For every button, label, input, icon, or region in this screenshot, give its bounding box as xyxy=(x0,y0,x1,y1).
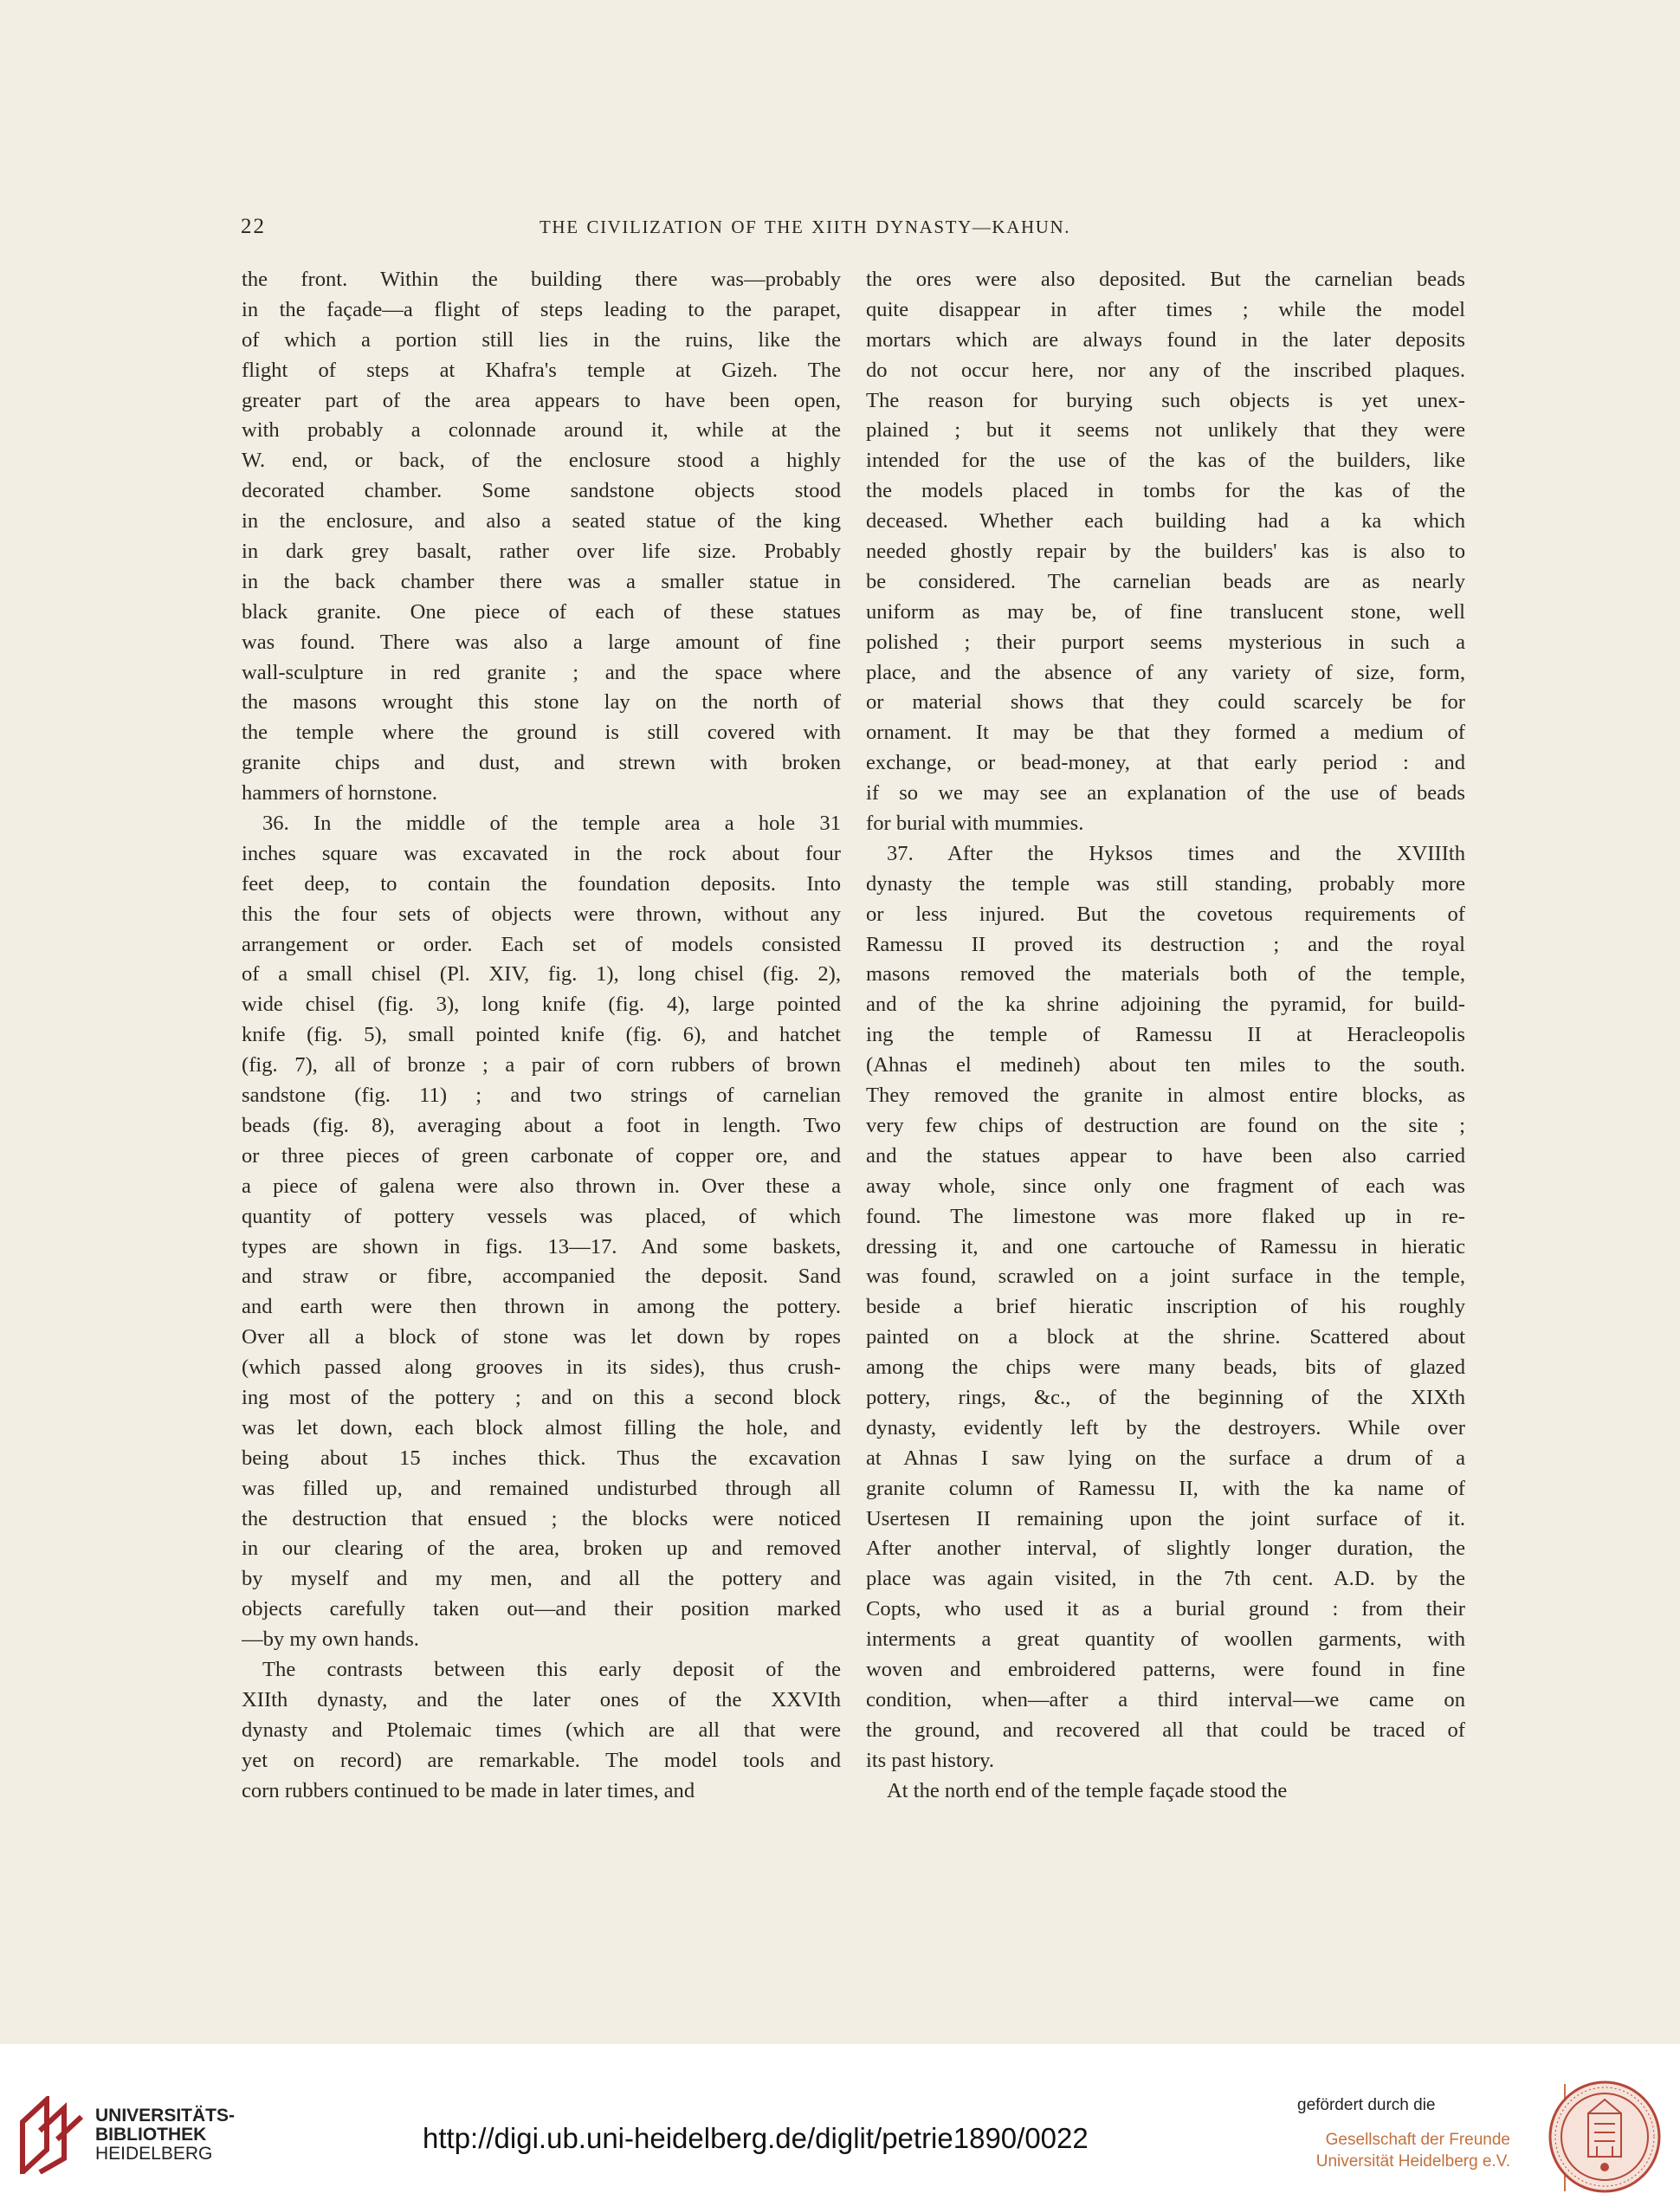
text-line: for burial with mummies. xyxy=(866,812,1084,836)
text-line: very few chips of destruction are found on the site ; xyxy=(866,1113,1465,1137)
running-head xyxy=(241,215,1458,249)
text-line: at Ahnas I saw lying on the surface a drum of a xyxy=(866,1446,1465,1470)
sponsor-name-line: Universität Heidelberg e.V. xyxy=(1315,2152,1510,2171)
text-line: quite disappear in after times ; while the model xyxy=(866,297,1465,321)
text-line: away whole, since only one fragment of each was xyxy=(866,1174,1465,1198)
text-line: black granite. One piece of each of these statues xyxy=(242,599,841,624)
permalink-url[interactable]: http://digi.ub.uni-heidelberg.de/diglit/petrie1890/0022 xyxy=(423,2122,1089,2154)
text-line: XIIth dynasty, and the later ones of the XXVIth xyxy=(242,1687,841,1711)
university-seal-icon[interactable] xyxy=(1547,2079,1663,2195)
text-line: condition, when—after a third interval—we came on xyxy=(866,1687,1465,1711)
digitization-footer xyxy=(0,2044,1680,2200)
text-line: its past history. xyxy=(866,1748,995,1772)
text-line: was let down, each block almost filling the hole, and xyxy=(242,1415,841,1440)
text-line: knife (fig. 5), small pointed knife (fig. 6), and hatchet xyxy=(242,1023,841,1047)
library-name-line: BIBLIOTHEK xyxy=(95,2125,207,2145)
text-line: sandstone (fig. 11) ; and two strings of carnelian xyxy=(242,1084,841,1108)
text-line: in the enclosure, and also a seated statue of the king xyxy=(242,509,841,534)
text-line: flight of steps at Khafra's temple at Gizeh. The xyxy=(242,358,841,382)
text-line: hammers of hornstone. xyxy=(242,781,438,806)
text-line: beside a brief hieratic inscription of his roughly xyxy=(866,1295,1465,1319)
page-number: 22 xyxy=(241,215,266,238)
text-line: place, and the absence of any variety of size, form, xyxy=(866,660,1465,684)
text-line: the ground, and recovered all that could be traced of xyxy=(866,1718,1465,1742)
text-line: feet deep, to contain the foundation deposits. Into xyxy=(242,871,841,896)
text-line: was filled up, and remained undisturbed through all xyxy=(242,1476,841,1500)
text-line: corn rubbers continued to be made in later times, and xyxy=(242,1778,695,1802)
sponsor-name-line: Gesellschaft der Freunde xyxy=(1325,2131,1510,2149)
text-line: if so we may see an explanation of the use of beads xyxy=(866,781,1465,806)
text-column-left xyxy=(242,265,841,1806)
text-line: the ores were also deposited. But the carnelian beads xyxy=(866,268,1465,291)
text-line: 37. After the Hyksos times and the XVIIIth xyxy=(887,841,1465,865)
text-line: was found, scrawled on a joint surface in the temple, xyxy=(866,1265,1465,1289)
text-line: the models placed in tombs for the kas of the xyxy=(866,479,1465,503)
text-line: The reason for burying such objects is yet unex- xyxy=(866,388,1465,412)
text-line: deceased. Whether each building had a ka which xyxy=(866,509,1465,534)
text-line: types are shown in figs. 13—17. And some baskets, xyxy=(242,1234,841,1259)
text-line: and of the ka shrine adjoining the pyramid, for build- xyxy=(866,993,1465,1017)
text-line: in the façade—a flight of steps leading to the parapet, xyxy=(242,297,841,321)
text-line: granite column of Ramessu II, with the ka name of xyxy=(866,1476,1465,1500)
text-line: (Ahnas el medineh) about ten miles to the south. xyxy=(866,1053,1465,1077)
text-line: W. end, or back, of the enclosure stood a highly xyxy=(242,449,841,473)
text-line: wall-sculpture in red granite ; and the space where xyxy=(242,660,841,684)
text-line: dynasty the temple was still standing, probably more xyxy=(866,871,1465,896)
library-name[interactable] xyxy=(95,2106,235,2164)
text-line: uniform as may be, of fine translucent stone, well xyxy=(866,599,1465,624)
text-line: intended for the use of the kas of the builders, like xyxy=(866,449,1465,473)
text-line: or three pieces of green carbonate of copper ore, and xyxy=(242,1143,841,1168)
text-line: objects carefully taken out—and their position marked xyxy=(242,1597,841,1621)
text-line: masons removed the materials both of the temple, xyxy=(866,962,1465,987)
text-line: of a small chisel (Pl. XIV, fig. 1), long chisel (fig. 2), xyxy=(242,962,841,987)
text-line: and straw or fibre, accompanied the deposit. Sand xyxy=(242,1265,841,1289)
text-line: the masons wrought this stone lay on the north of xyxy=(242,690,841,715)
text-line: was found. There was also a large amount of fine xyxy=(242,630,841,654)
text-line: inches square was excavated in the rock about four xyxy=(242,841,841,865)
library-name-line: UNIVERSITÄTS- xyxy=(95,2106,236,2126)
text-line: pottery, rings, &c., of the beginning of the XIXth xyxy=(866,1385,1465,1409)
text-line: the front. Within the building there was—probably xyxy=(242,268,841,291)
text-line: a piece of galena were also thrown in. Over these a xyxy=(242,1174,841,1198)
text-line: (which passed along grooves in its sides), thus crush- xyxy=(242,1356,841,1380)
text-line: in the back chamber there was a smaller statue in xyxy=(242,569,841,593)
text-line: or material shows that they could scarcely be for xyxy=(866,690,1465,715)
text-line: ornament. It may be that they formed a medium of xyxy=(866,721,1465,745)
text-line: wide chisel (fig. 3), long knife (fig. 4), large pointed xyxy=(242,993,841,1017)
text-line: being about 15 inches thick. Thus the excavation xyxy=(242,1446,841,1470)
text-line: woven and embroidered patterns, were found in fine xyxy=(866,1657,1465,1681)
text-line: Usertesen II remaining upon the joint surface of it. xyxy=(866,1506,1465,1530)
text-line: among the chips were many beads, bits of glazed xyxy=(866,1356,1465,1380)
text-line: mortars which are always found in the later deposits xyxy=(866,327,1465,352)
text-line: arrangement or order. Each set of models consisted xyxy=(242,932,841,956)
text-line: be considered. The carnelian beads are as nearly xyxy=(866,569,1465,593)
text-line: the destruction that ensued ; the blocks were noticed xyxy=(242,1506,841,1530)
text-line: with probably a colonnade around it, while at the xyxy=(242,418,841,443)
text-line: exchange, or bead-money, at that early period : and xyxy=(866,751,1465,775)
text-line: dressing it, and one cartouche of Ramessu in hieratic xyxy=(866,1234,1465,1259)
text-line: beads (fig. 8), averaging about a foot in length. Two xyxy=(242,1113,841,1137)
text-line: After another interval, of slightly longer duration, the xyxy=(866,1537,1465,1561)
text-line: and the statues appear to have been also carried xyxy=(866,1143,1465,1168)
text-line: this the four sets of objects were thrown, without any xyxy=(242,902,841,926)
sponsor-name[interactable] xyxy=(1297,2129,1510,2172)
text-line: ing most of the pottery ; and on this a second block xyxy=(242,1385,841,1409)
text-line: the temple where the ground is still covered with xyxy=(242,721,841,745)
text-line: Over all a block of stone was let down by ropes xyxy=(242,1325,841,1349)
text-line: plained ; but it seems not unlikely that they were xyxy=(866,418,1465,443)
text-line: interments a great quantity of woollen garments, with xyxy=(866,1627,1465,1652)
text-line: in dark grey basalt, rather over life size. Probably xyxy=(242,540,841,564)
text-line: At the north end of the temple façade stood the xyxy=(887,1778,1288,1802)
text-line: dynasty and Ptolemaic times (which are all that were xyxy=(242,1718,841,1742)
text-line: Copts, who used it as a burial ground : from their xyxy=(866,1597,1465,1621)
text-line: painted on a block at the shrine. Scattered about xyxy=(866,1325,1465,1349)
text-line: or less injured. But the covetous requirements of xyxy=(866,902,1465,926)
library-name-line: HEIDELBERG xyxy=(95,2144,213,2164)
ub-heidelberg-logo-icon[interactable] xyxy=(16,2096,83,2174)
text-line: by myself and my men, and all the pottery and xyxy=(242,1567,841,1591)
text-line: quantity of pottery vessels was placed, of which xyxy=(242,1204,841,1228)
text-line: —by my own hands. xyxy=(242,1627,419,1652)
text-line: decorated chamber. Some sandstone objects stood xyxy=(242,479,841,503)
text-line: (fig. 7), all of bronze ; a pair of corn rubbers of brown xyxy=(242,1053,841,1077)
sponsor-note: gefördert durch die xyxy=(1297,2096,1436,2114)
text-line: do not occur here, nor any of the inscribed plaques. xyxy=(866,358,1465,382)
text-line: and earth were then thrown in among the pottery. xyxy=(242,1295,841,1319)
text-line: found. The limestone was more flaked up in re- xyxy=(866,1204,1465,1228)
text-column-right xyxy=(866,265,1465,1806)
text-line: place was again visited, in the 7th cent. A.D. by the xyxy=(866,1567,1465,1591)
text-line: They removed the granite in almost entire blocks, as xyxy=(866,1084,1465,1108)
text-line: yet on record) are remarkable. The model tools and xyxy=(242,1748,841,1772)
text-line: needed ghostly repair by the builders' kas is also to xyxy=(866,540,1465,564)
text-line: polished ; their purport seems mysterious in such a xyxy=(866,630,1465,654)
text-line: Ramessu II proved its destruction ; and the royal xyxy=(866,932,1465,956)
text-line: of which a portion still lies in the ruins, like the xyxy=(242,327,841,352)
running-title: THE CIVILIZATION OF THE XIITH DYNASTY—KAHUN. xyxy=(540,217,1071,237)
text-line: greater part of the area appears to have been open, xyxy=(242,388,841,412)
text-line: ing the temple of Ramessu II at Heracleopolis xyxy=(866,1023,1465,1047)
text-line: granite chips and dust, and strewn with broken xyxy=(242,751,841,775)
text-line: The contrasts between this early deposit of the xyxy=(262,1657,841,1681)
text-line: 36. In the middle of the temple area a hole 31 xyxy=(262,812,841,836)
text-line: dynasty, evidently left by the destroyers. While over xyxy=(866,1415,1465,1440)
text-line: in our clearing of the area, broken up and removed xyxy=(242,1537,841,1561)
